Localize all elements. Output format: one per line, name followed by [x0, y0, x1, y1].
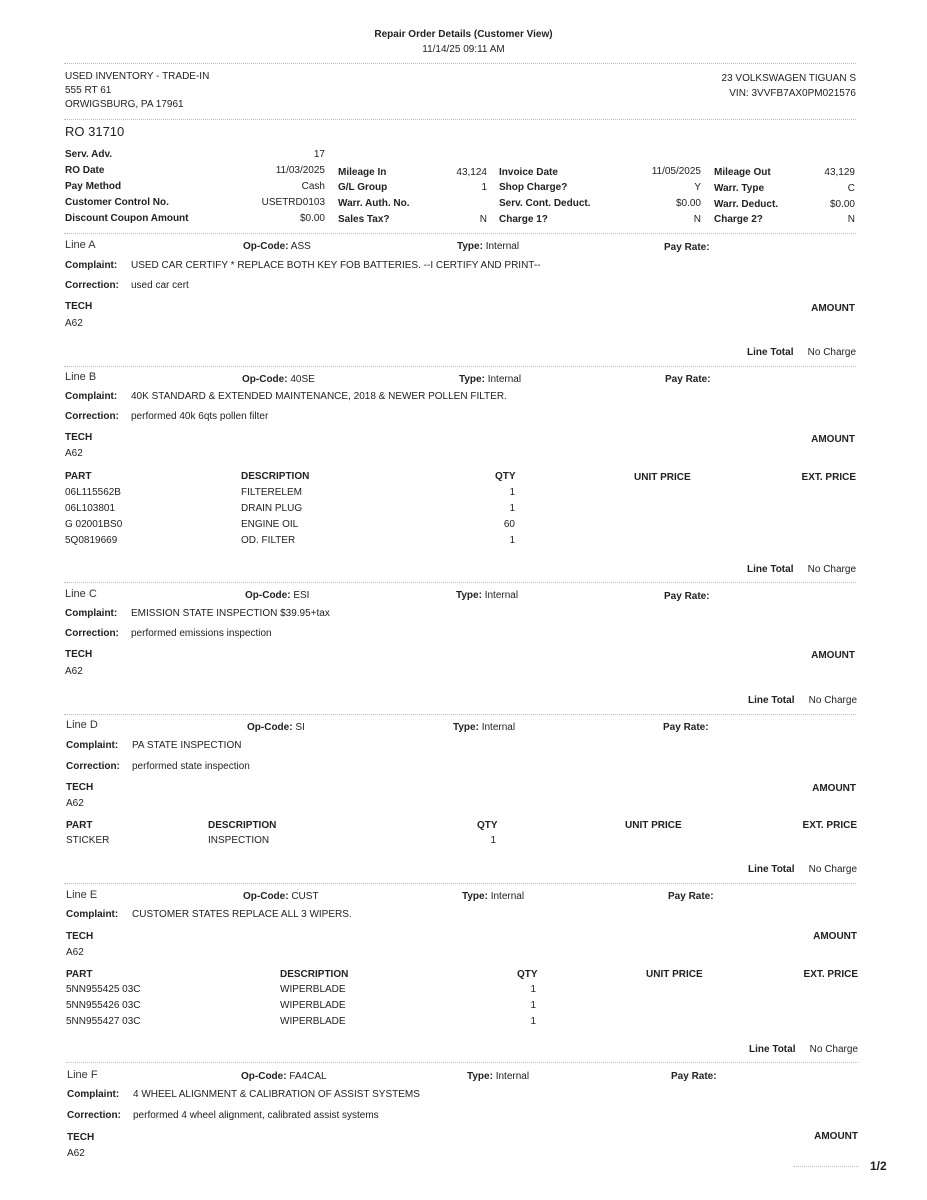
- pay-method-value: Cash: [301, 181, 325, 192]
- pay-rate-label: Pay Rate:: [665, 374, 711, 385]
- tech-id: A62: [65, 448, 83, 459]
- line-label: Line C: [65, 588, 97, 600]
- complaint-text: 4 WHEEL ALIGNMENT & CALIBRATION OF ASSIST SYSTEMS: [133, 1089, 420, 1100]
- description-header: DESCRIPTION: [280, 969, 349, 980]
- correction-label: Correction:: [66, 761, 120, 772]
- tech-label: TECH: [65, 649, 93, 660]
- tech-id: A62: [67, 1148, 85, 1159]
- serv-cont-deduct-value: $0.00: [675, 198, 701, 209]
- warr-type-label: Warr. Type: [714, 183, 765, 194]
- invoice-date-value: 11/05/2025: [651, 166, 701, 177]
- part-qty: 1: [530, 1016, 536, 1027]
- complaint-label: Complaint:: [67, 1089, 120, 1100]
- correction-text: performed 40k 6qts pollen filter: [131, 411, 269, 422]
- serv-adv-value: 17: [313, 149, 325, 160]
- line-total-value: No Charge: [808, 864, 857, 875]
- complaint-label: Complaint:: [65, 391, 118, 402]
- amount-label: AMOUNT: [813, 931, 857, 942]
- shop-charge-label: Shop Charge?: [499, 182, 568, 193]
- opcode-label: Op-Code:: [247, 722, 293, 733]
- type-field: [456, 590, 518, 601]
- line-total-label: Line Total: [749, 1044, 796, 1055]
- divider: [64, 714, 856, 715]
- opcode-field: [241, 1071, 327, 1082]
- customer-control-label: Customer Control No.: [65, 197, 169, 208]
- type-field: [457, 241, 519, 252]
- charge2-label: Charge 2?: [714, 214, 763, 225]
- sales-tax-value: N: [479, 214, 487, 225]
- mileage-in-value: 43,124: [456, 167, 487, 178]
- part-qty: 1: [530, 984, 536, 995]
- part-qty: 60: [503, 519, 515, 530]
- part-description: DRAIN PLUG: [241, 503, 303, 514]
- part-qty: 1: [530, 1000, 536, 1011]
- line-total-label: Line Total: [748, 695, 795, 706]
- complaint-text: PA STATE INSPECTION: [132, 740, 242, 751]
- part-number: 5NN955427 03C: [66, 1016, 141, 1027]
- warr-deduct-value: $0.00: [829, 199, 855, 210]
- pay-rate-label: Pay Rate:: [664, 591, 710, 602]
- discount-coupon-label: Discount Coupon Amount: [65, 213, 189, 224]
- gl-group-value: 1: [481, 182, 487, 193]
- amount-label: AMOUNT: [812, 783, 856, 794]
- print-timestamp: 11/14/25 09:11 AM: [422, 44, 505, 55]
- type-label: Type:: [467, 1071, 493, 1082]
- tech-label: TECH: [67, 1132, 95, 1143]
- opcode-value: CUST: [291, 891, 319, 902]
- tech-id: A62: [66, 947, 84, 958]
- type-value: Internal: [484, 590, 519, 601]
- line-label: Line B: [65, 371, 97, 383]
- unit-price-header: UNIT PRICE: [634, 472, 691, 483]
- part-number: G 02001BS0: [65, 519, 123, 530]
- line-label: Line D: [66, 719, 98, 731]
- type-label: Type:: [457, 241, 483, 252]
- ro-number: RO 31710: [65, 124, 125, 139]
- correction-label: Correction:: [67, 1110, 121, 1121]
- divider: [64, 883, 856, 884]
- sales-tax-label: Sales Tax?: [338, 214, 390, 225]
- part-description: WIPERBLADE: [280, 1016, 346, 1027]
- complaint-text: CUSTOMER STATES REPLACE ALL 3 WIPERS.: [132, 909, 352, 920]
- line-label: Line E: [66, 889, 98, 901]
- pay-rate-label: Pay Rate:: [664, 242, 710, 253]
- ro-date-label: RO Date: [65, 165, 105, 176]
- part-description: OD. FILTER: [241, 535, 296, 546]
- invoice-date-label: Invoice Date: [499, 167, 558, 178]
- warr-auth-label: Warr. Auth. No.: [338, 198, 410, 209]
- correction-label: Correction:: [65, 280, 119, 291]
- part-description: WIPERBLADE: [280, 1000, 346, 1011]
- tech-id: A62: [65, 666, 83, 677]
- line-total-value: No Charge: [807, 347, 856, 358]
- complaint-label: Complaint:: [65, 608, 118, 619]
- part-qty: 1: [490, 835, 496, 846]
- tech-label: TECH: [65, 432, 93, 443]
- part-description: INSPECTION: [208, 835, 270, 846]
- opcode-field: [243, 891, 319, 902]
- qty-header: QTY: [477, 820, 498, 831]
- correction-text: performed state inspection: [132, 761, 250, 772]
- part-header: PART: [66, 820, 93, 831]
- discount-coupon-value: $0.00: [299, 213, 325, 224]
- warr-type-value: C: [847, 183, 855, 194]
- opcode-value: ASS: [290, 241, 311, 252]
- mileage-in-label: Mileage In: [338, 167, 387, 178]
- part-number: 06L115562B: [65, 487, 121, 498]
- pay-rate-label: Pay Rate:: [671, 1071, 717, 1082]
- line-label: Line A: [65, 239, 96, 251]
- qty-header: QTY: [495, 471, 516, 482]
- line-label: Line F: [67, 1069, 98, 1081]
- correction-text: used car cert: [131, 280, 189, 291]
- gl-group-label: G/L Group: [338, 182, 388, 193]
- part-number: STICKER: [66, 835, 110, 846]
- opcode-label: Op-Code:: [243, 241, 289, 252]
- opcode-value: FA4CAL: [289, 1071, 327, 1082]
- opcode-field: [242, 374, 315, 385]
- customer-address-line2: ORWIGSBURG, PA 17961: [65, 99, 184, 110]
- complaint-label: Complaint:: [66, 740, 119, 751]
- type-label: Type:: [459, 374, 485, 385]
- part-qty: 1: [509, 535, 515, 546]
- divider: [64, 366, 856, 367]
- pay-rate-label: Pay Rate:: [663, 722, 709, 733]
- complaint-label: Complaint:: [66, 909, 119, 920]
- unit-price-header: UNIT PRICE: [625, 820, 682, 831]
- part-qty: 1: [509, 503, 515, 514]
- opcode-label: Op-Code:: [245, 590, 291, 601]
- opcode-field: [247, 722, 305, 733]
- complaint-text: EMISSION STATE INSPECTION $39.95+tax: [131, 608, 330, 619]
- footer-rule: [793, 1166, 859, 1167]
- vehicle-description: 23 VOLKSWAGEN TIGUAN S: [721, 73, 856, 84]
- amount-label: AMOUNT: [811, 303, 855, 314]
- line-total-label: Line Total: [748, 864, 795, 875]
- correction-label: Correction:: [65, 411, 119, 422]
- part-description: WIPERBLADE: [280, 984, 346, 995]
- type-label: Type:: [462, 891, 488, 902]
- part-description: FILTERELEM: [241, 487, 302, 498]
- line-total-value: No Charge: [808, 695, 857, 706]
- description-header: DESCRIPTION: [208, 820, 277, 831]
- part-number: 5NN955426 03C: [66, 1000, 141, 1011]
- line-total-label: Line Total: [747, 564, 794, 575]
- opcode-value: 40SE: [290, 374, 315, 385]
- divider: [64, 582, 856, 583]
- amount-label: AMOUNT: [814, 1131, 858, 1142]
- vehicle-vin: VIN: 3VVFB7AX0PM021576: [729, 88, 856, 99]
- customer-address-line1: 555 RT 61: [65, 85, 112, 96]
- warr-deduct-label: Warr. Deduct.: [714, 199, 779, 210]
- divider: [64, 233, 856, 234]
- document-title: Repair Order Details (Customer View): [374, 29, 553, 40]
- opcode-value: ESI: [293, 590, 310, 601]
- part-header: PART: [66, 969, 93, 980]
- tech-label: TECH: [66, 782, 94, 793]
- part-number: 5Q0819669: [65, 535, 118, 546]
- tech-label: TECH: [65, 301, 93, 312]
- correction-label: Correction:: [65, 628, 119, 639]
- type-value: Internal: [485, 241, 520, 252]
- type-field: [453, 722, 515, 733]
- amount-label: AMOUNT: [811, 434, 855, 445]
- customer-control-value: USETRD0103: [261, 197, 325, 208]
- opcode-label: Op-Code:: [243, 891, 289, 902]
- type-label: Type:: [456, 590, 482, 601]
- ext-price-header: EXT. PRICE: [801, 472, 856, 483]
- charge1-label: Charge 1?: [499, 214, 548, 225]
- complaint-label: Complaint:: [65, 260, 118, 271]
- part-description: ENGINE OIL: [241, 519, 299, 530]
- type-field: [462, 891, 524, 902]
- correction-text: performed 4 wheel alignment, calibrated assist systems: [133, 1110, 379, 1121]
- tech-id: A62: [65, 318, 83, 329]
- qty-header: QTY: [517, 969, 538, 980]
- type-value: Internal: [495, 1071, 530, 1082]
- line-total-value: No Charge: [807, 564, 856, 575]
- line-total-value: No Charge: [809, 1044, 858, 1055]
- type-label: Type:: [453, 722, 479, 733]
- type-field: [467, 1071, 529, 1082]
- divider: [64, 63, 856, 64]
- complaint-text: USED CAR CERTIFY * REPLACE BOTH KEY FOB BATTERIES. --I CERTIFY AND PRINT--: [131, 260, 541, 271]
- charge1-value: N: [693, 214, 701, 225]
- amount-label: AMOUNT: [811, 650, 855, 661]
- opcode-value: SI: [295, 722, 305, 733]
- line-total-label: Line Total: [747, 347, 794, 358]
- opcode-field: [245, 590, 309, 601]
- correction-text: performed emissions inspection: [131, 628, 272, 639]
- ro-date-value: 11/03/2025: [275, 165, 325, 176]
- part-header: PART: [65, 471, 92, 482]
- opcode-label: Op-Code:: [242, 374, 288, 385]
- shop-charge-value: Y: [694, 182, 701, 193]
- pay-rate-label: Pay Rate:: [668, 891, 714, 902]
- part-number: 06L103801: [65, 503, 116, 514]
- serv-adv-label: Serv. Adv.: [65, 149, 113, 160]
- description-header: DESCRIPTION: [241, 471, 310, 482]
- page-number: 1/2: [870, 1159, 887, 1173]
- opcode-field: [243, 241, 311, 252]
- complaint-text: 40K STANDARD & EXTENDED MAINTENANCE, 2018 & NEWER POLLEN FILTER.: [131, 391, 507, 402]
- serv-cont-deduct-label: Serv. Cont. Deduct.: [499, 198, 591, 209]
- tech-label: TECH: [66, 931, 94, 942]
- type-value: Internal: [481, 722, 516, 733]
- ext-price-header: EXT. PRICE: [802, 820, 857, 831]
- charge2-value: N: [847, 214, 855, 225]
- opcode-label: Op-Code:: [241, 1071, 287, 1082]
- mileage-out-value: 43,129: [824, 167, 855, 178]
- type-value: Internal: [487, 374, 522, 385]
- tech-id: A62: [66, 798, 84, 809]
- unit-price-header: UNIT PRICE: [646, 969, 703, 980]
- pay-method-label: Pay Method: [65, 181, 122, 192]
- type-value: Internal: [490, 891, 525, 902]
- mileage-out-label: Mileage Out: [714, 167, 771, 178]
- part-number: 5NN955425 03C: [66, 984, 141, 995]
- part-qty: 1: [509, 487, 515, 498]
- ext-price-header: EXT. PRICE: [803, 969, 858, 980]
- customer-name: USED INVENTORY - TRADE-IN: [65, 71, 210, 82]
- divider: [66, 1062, 858, 1063]
- divider: [64, 119, 856, 120]
- type-field: [459, 374, 521, 385]
